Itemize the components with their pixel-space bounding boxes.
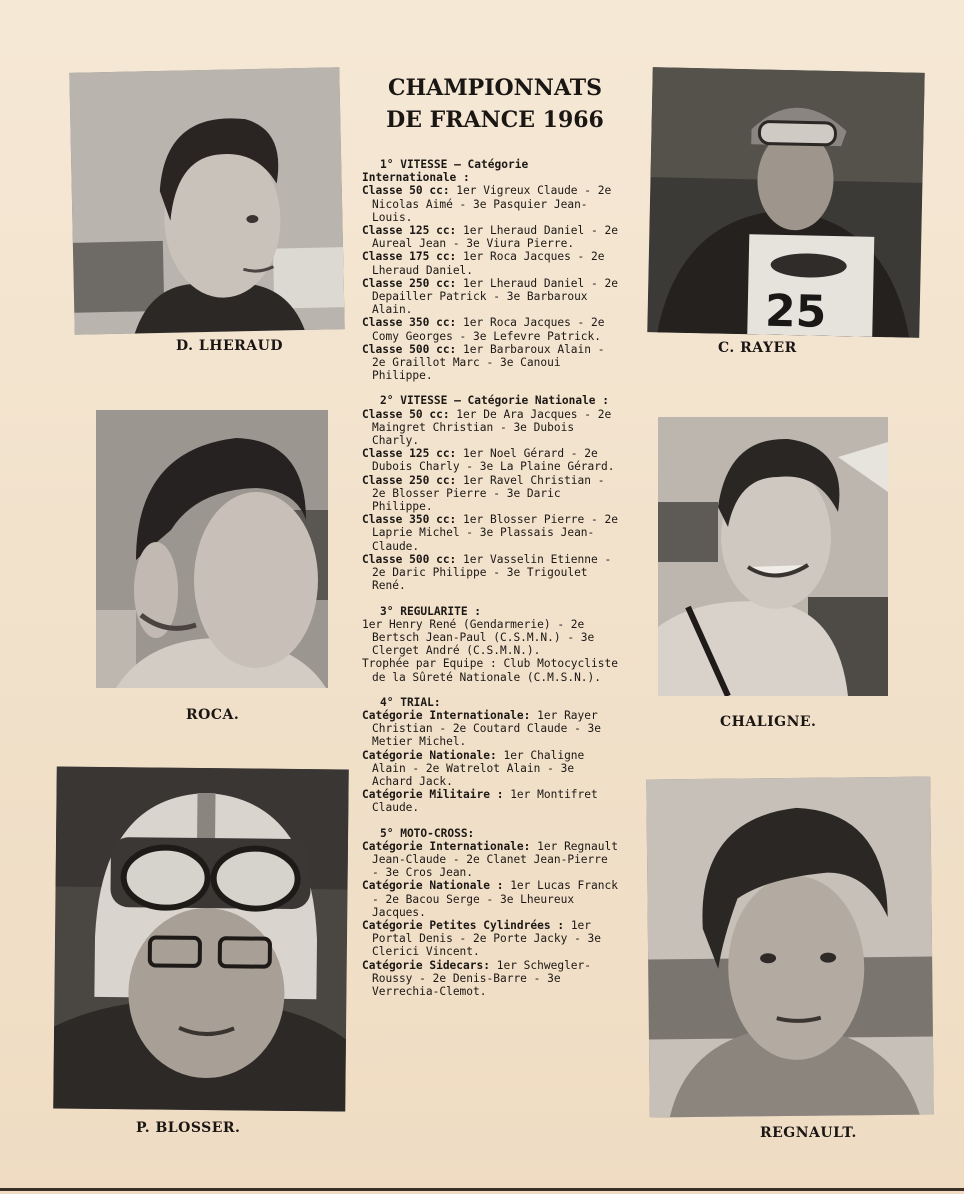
section-vitesse-nationale xyxy=(362,394,618,592)
photo-chaligne xyxy=(658,417,888,696)
result-entry: Catégorie Nationale : 1er Lucas Franck - 2e Bacou Serge - 3e Lheureux Jacques. xyxy=(362,879,618,919)
photo-regnault xyxy=(646,777,934,1118)
title-line-1: CHAMPIONNATS xyxy=(387,75,603,101)
section-vitesse-internationale xyxy=(362,158,618,382)
caption-lheraud: D. LHERAUD xyxy=(176,338,283,354)
section-heading: 3° REGULARITE : xyxy=(380,604,482,618)
photo-lheraud xyxy=(69,67,344,335)
caption-regnault: REGNAULT. xyxy=(760,1125,857,1141)
photo-rayer xyxy=(647,67,924,338)
result-entry: Catégorie Nationale: 1er Chaligne Alain - 2e Watrelot Alain - 3e Achard Jack. xyxy=(362,748,585,788)
section-heading: 5° MOTO-CROSS: xyxy=(380,826,475,840)
section-regularite xyxy=(362,605,618,684)
result-entry: Catégorie Sidecars: 1er Schwegler-Roussy - 2e Denis-Barre - 3e Verrechia-Clemot. xyxy=(362,958,592,998)
result-entry: Classe 350 cc: 1er Roca Jacques - 2e Comy Georges - 3e Lefevre Patrick. xyxy=(362,316,605,343)
caption-blosser: P. BLOSSER. xyxy=(136,1120,241,1136)
result-entry: Classe 125 cc: 1er Noel Gérard - 2e Dubois Charly - 3e La Plaine Gérard. xyxy=(362,447,615,474)
section-moto-cross xyxy=(362,827,618,999)
result-entry: Catégorie Petites Cylindrées : 1er Portal Denis - 2e Porte Jacky - 3e Clerici Vincent. xyxy=(362,918,602,959)
title-line-2: DE FRANCE 1966 xyxy=(386,107,604,133)
result-entry: Classe 50 cc: 1er De Ara Jacques - 2e Maingret Christian - 3e Dubois Charly. xyxy=(362,407,612,448)
caption-chaligne: CHALIGNE. xyxy=(720,714,817,730)
caption-rayer: C. RAYER xyxy=(718,340,797,356)
result-entry: 1er Henry René (Gendarmerie) - 2e Bertsch Jean-Paul (C.S.M.N.) - 3e Clerget André (C.S.M.N.). xyxy=(362,617,595,658)
result-entry: Catégorie Internationale: 1er Regnault Jean-Claude - 2e Clanet Jean-Pierre - 3e Cros Jean. xyxy=(362,839,618,880)
bib-number: 25 xyxy=(764,285,827,338)
result-entry: Classe 250 cc: 1er Lheraud Daniel - 2e Depailler Patrick - 3e Barbaroux Alain. xyxy=(362,276,618,317)
result-entry: Classe 250 cc: 1er Ravel Christian - 2e Blosser Pierre - 3e Daric Philippe. xyxy=(362,473,605,514)
result-entry: Trophée par Equipe : Club Motocycliste de la Sûreté Nationale (C.M.S.N.). xyxy=(362,657,618,684)
result-entry: Catégorie Militaire : 1er Montifret Claude. xyxy=(362,788,598,815)
photo-blosser xyxy=(53,766,349,1111)
result-entry: Classe 125 cc: 1er Lheraud Daniel - 2e Aureal Jean - 3e Viura Pierre. xyxy=(362,224,618,251)
result-entry: Classe 500 cc: 1er Vasselin Etienne - 2e Daric Philippe - 3e Trigoulet René. xyxy=(362,552,612,593)
result-entry: Classe 175 cc: 1er Roca Jacques - 2e Lheraud Daniel. xyxy=(362,250,605,277)
section-heading: 2° VITESSE — Catégorie Nationale : xyxy=(380,394,610,408)
section-heading: 1° VITESSE — Catégorie Internationale : xyxy=(362,158,529,185)
bottom-rule xyxy=(0,1188,964,1191)
page-title xyxy=(355,72,635,136)
section-trial xyxy=(362,696,618,815)
result-entry: Catégorie Internationale: 1er Rayer Christian - 2e Coutard Claude - 3e Metier Michel. xyxy=(362,708,602,749)
result-entry: Classe 50 cc: 1er Vigreux Claude - 2e Nicolas Aimé - 3e Pasquier Jean-Louis. xyxy=(362,184,612,224)
photo-roca xyxy=(96,410,328,688)
result-entry: Classe 500 cc: 1er Barbaroux Alain - 2e Graillot Marc - 3e Canoui Philippe. xyxy=(362,342,605,383)
results-column xyxy=(362,158,618,1010)
caption-roca: ROCA. xyxy=(186,707,240,723)
section-heading: 4° TRIAL: xyxy=(380,695,441,709)
result-entry: Classe 350 cc: 1er Blosser Pierre - 2e Laprie Michel - 3e Plassais Jean-Claude. xyxy=(362,513,618,553)
